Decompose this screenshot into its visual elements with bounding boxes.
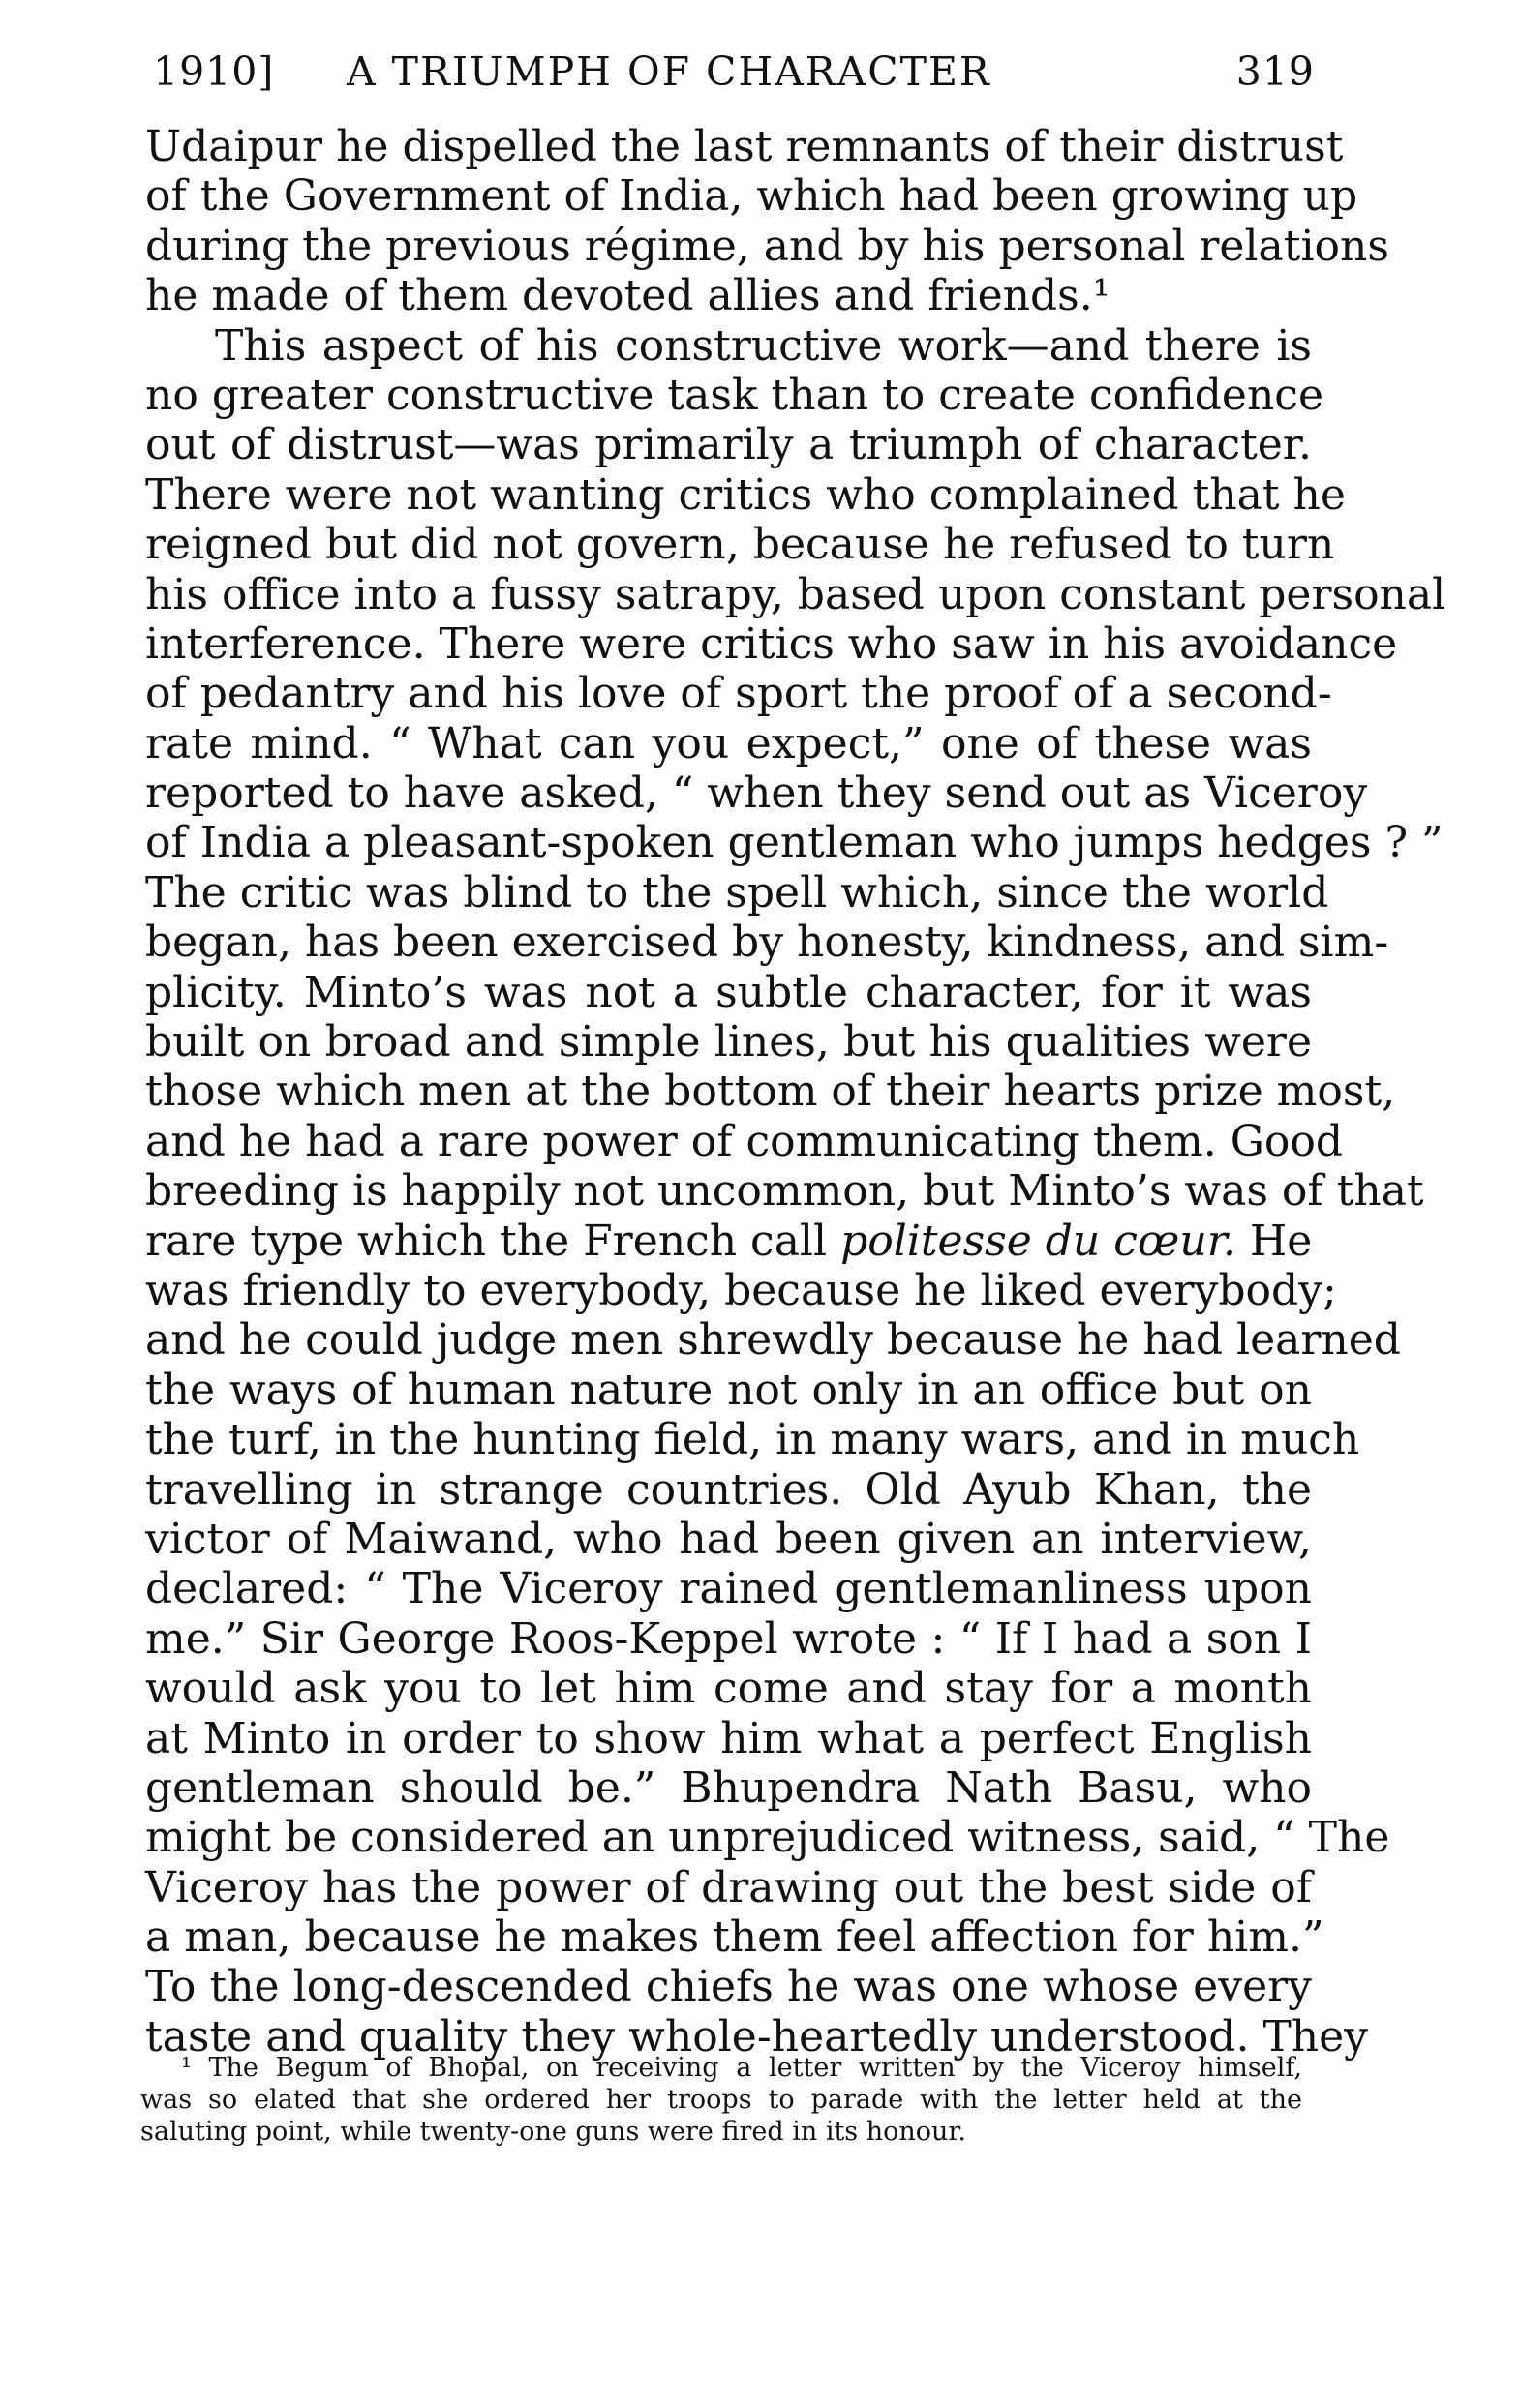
text-line: the turf, in the hunting field, in many wars, and in much bbox=[145, 1415, 1360, 1465]
text-line: me.” Sir George Roos-Keppel wrote : “ If I had a son I bbox=[145, 1613, 1312, 1664]
text-line: travelling in strange countries. Old Ayub Khan, the bbox=[145, 1464, 1312, 1515]
text-line: and he had a rare power of communicating them. Good bbox=[145, 1116, 1343, 1166]
footnote-line: ¹ The Begum of Bhopal, on receiving a letter written by the Viceroy himself, bbox=[181, 2053, 1302, 2083]
text-line: The critic was blind to the spell which, since the world bbox=[145, 867, 1329, 918]
text-line: began, has been exercised by honesty, kindness, and sim- bbox=[145, 918, 1389, 968]
text-line: built on broad and simple lines, but his qualities were bbox=[145, 1017, 1312, 1068]
footnote bbox=[140, 2052, 1302, 2148]
footnote-line: saluting point, while twenty-one guns were fired in its honour. bbox=[140, 2117, 966, 2147]
text-line: of India a pleasant-spoken gentleman who jumps hedges ? ” bbox=[145, 818, 1444, 868]
text-line: during the previous régime, and by his personal relations bbox=[145, 221, 1389, 271]
text-line: Udaipur he dispelled the last remnants of their distrust bbox=[145, 122, 1344, 171]
text-line: a man, because he makes them feel affection for him.” bbox=[145, 1912, 1324, 1963]
page-number: 319 bbox=[1235, 48, 1315, 95]
text-line: his office into a fussy satrapy, based upon constant personal bbox=[145, 569, 1446, 619]
text-line: of pedantry and his love of sport the proof of a second- bbox=[145, 669, 1332, 719]
header-title: A TRIUMPH OF CHARACTER bbox=[347, 48, 991, 95]
text-line: rare type which the French call politesse du cœur. He bbox=[145, 1216, 1313, 1266]
text-line: of the Government of India, which had been growing up bbox=[145, 171, 1358, 222]
text-line: There were not wanting critics who complained that he bbox=[145, 469, 1346, 520]
text-line: at Minto in order to show him what a perfect English bbox=[145, 1713, 1312, 1763]
text-line: breeding is happily not uncommon, but Minto’s was of that bbox=[145, 1166, 1424, 1217]
text-line: he made of them devoted allies and friends.¹ bbox=[145, 271, 1110, 321]
text-line: gentleman should be.” Bhupendra Nath Basu, who bbox=[145, 1762, 1312, 1813]
text-line: might be considered an unprejudiced witness, said, “ The bbox=[145, 1813, 1390, 1863]
footnote-line: was so elated that she ordered her troops to parade with the letter held at the bbox=[140, 2085, 1302, 2115]
text-line: Viceroy has the power of drawing out the best side of bbox=[145, 1862, 1312, 1912]
text-line: plicity. Minto’s was not a subtle character, for it was bbox=[145, 967, 1312, 1017]
body-text bbox=[145, 122, 1446, 2062]
text-line: To the long-descended chiefs he was one whose every bbox=[145, 1962, 1312, 2012]
text-line: reigned but did not govern, because he refused to turn bbox=[145, 520, 1335, 570]
text-line: out of distrust—was primarily a triumph of character. bbox=[145, 420, 1312, 470]
text-line: no greater constructive task than to create confidence bbox=[145, 370, 1323, 420]
text-line: was friendly to everybody, because he liked everybody; bbox=[145, 1265, 1337, 1315]
text-line: and he could judge men shrewdly because he had learned bbox=[145, 1315, 1401, 1366]
text-line: taste and quality they whole-heartedly understood. They bbox=[145, 2011, 1369, 2062]
text-line: reported to have asked, “ when they send out as Viceroy bbox=[145, 768, 1368, 819]
text-line: those which men at the bottom of their hearts prize most, bbox=[145, 1067, 1396, 1117]
italic-phrase: politesse du cœur. bbox=[840, 1216, 1236, 1266]
text-line: the ways of human nature not only in an office but on bbox=[145, 1365, 1312, 1415]
text-line: This aspect of his constructive work—and there is bbox=[215, 320, 1312, 371]
text-line: would ask you to let him come and stay for a month bbox=[145, 1664, 1312, 1714]
text-line: rate mind. “ What can you expect,” one of these was bbox=[145, 718, 1312, 768]
header-year: 1910] bbox=[153, 48, 275, 95]
running-header bbox=[153, 48, 1315, 116]
text-line: declared: “ The Viceroy rained gentlemanliness upon bbox=[145, 1564, 1312, 1614]
text-line: interference. There were critics who saw in his avoidance bbox=[145, 618, 1398, 669]
text-line: victor of Maiwand, who had been given an interview, bbox=[145, 1514, 1312, 1564]
